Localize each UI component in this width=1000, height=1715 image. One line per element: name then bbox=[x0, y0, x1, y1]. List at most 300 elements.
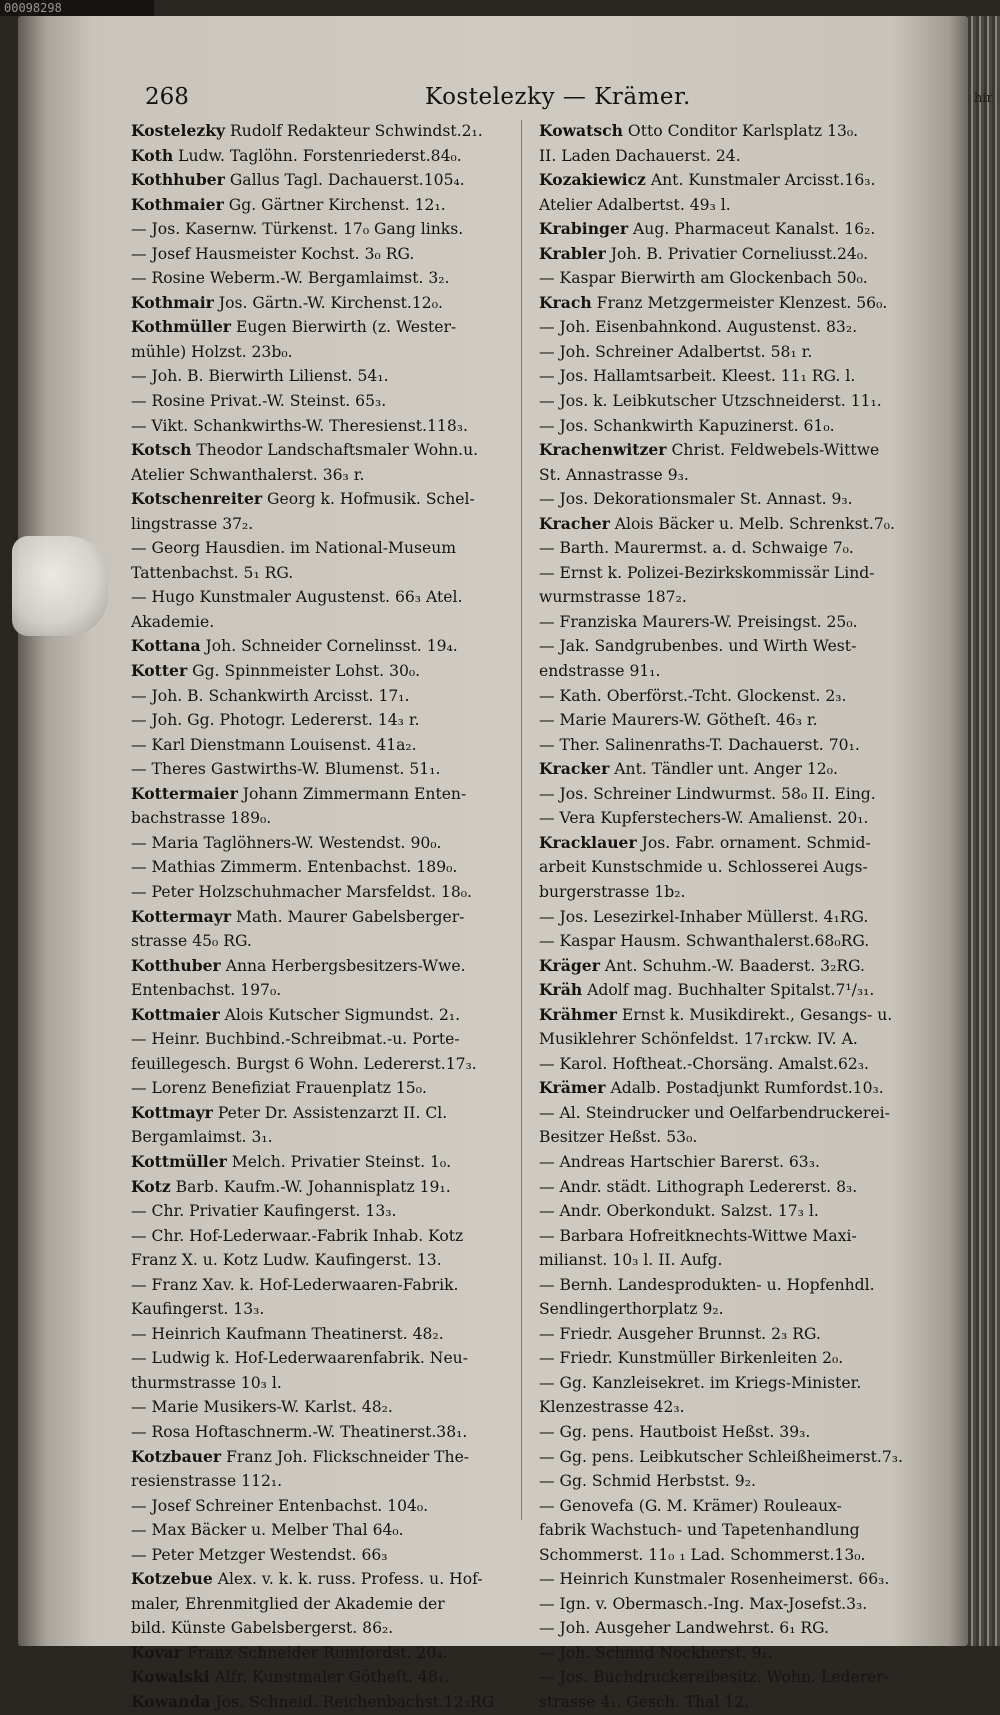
scan-id-label: 00098298 bbox=[0, 0, 154, 16]
directory-entry bbox=[539, 168, 914, 193]
adjacent-page-text: hir bbox=[974, 91, 993, 106]
entry-text: Gg. Spinnmeister Lohst. 30₀. bbox=[187, 662, 421, 681]
entry-text: thurmstrasse 10₃ l. bbox=[131, 1373, 282, 1392]
entry-text: Theodor Landschaftsmaler Wohn.u. bbox=[191, 441, 479, 460]
directory-entry bbox=[539, 1395, 914, 1420]
entry-text: — Heinrich Kunstmaler Rosenheimerst. 66₃. bbox=[539, 1570, 890, 1589]
entry-text: — Ign. v. Obermasch.-Ing. Max-Josefst.3₃. bbox=[539, 1594, 868, 1613]
directory-entry bbox=[131, 855, 506, 880]
page-header bbox=[145, 84, 935, 114]
entry-surname: Kothmüller bbox=[131, 317, 231, 337]
directory-entry bbox=[539, 634, 914, 659]
directory-entry bbox=[539, 1567, 914, 1592]
directory-entry bbox=[131, 389, 506, 414]
directory-entry bbox=[539, 1297, 914, 1322]
directory-entry bbox=[131, 1690, 506, 1715]
entry-text: — Joh. Eisenbahnkond. Augustenst. 83₂. bbox=[539, 318, 858, 337]
directory-entry bbox=[131, 708, 506, 733]
running-head: Kostelezky — Krämer. bbox=[425, 84, 691, 110]
entry-text: — Jos. Buchdruckereibesitz. Wohn. Lederer- bbox=[539, 1668, 890, 1687]
entry-text: maler, Ehrenmitglied der Akademie der bbox=[131, 1594, 445, 1613]
directory-entry bbox=[539, 831, 914, 856]
directory-entry bbox=[539, 954, 914, 979]
directory-entry bbox=[131, 1494, 506, 1519]
entry-text: Franz Schneider Rumfordst. 20₄. bbox=[182, 1643, 448, 1662]
directory-entry bbox=[131, 1101, 506, 1126]
entry-text: strasse 45₀ RG. bbox=[131, 932, 252, 951]
directory-entry bbox=[131, 585, 506, 610]
directory-entry bbox=[539, 1248, 914, 1273]
directory-entry bbox=[131, 659, 506, 684]
entry-surname: Kozakiewicz bbox=[539, 170, 646, 190]
entry-surname: Kotz bbox=[131, 1176, 171, 1196]
entry-text: bachstrasse 189₀. bbox=[131, 809, 272, 828]
entry-text: Johann Zimmermann Enten- bbox=[237, 784, 467, 803]
directory-entry bbox=[131, 1199, 506, 1224]
entry-text: — Barbara Hofreitknechts-Wittwe Maxi- bbox=[539, 1226, 857, 1245]
entry-text: — Karol. Hoftheat.-Chorsäng. Amalst.62₃. bbox=[539, 1054, 869, 1073]
entry-text: Atelier Schwanthalerst. 36₃ r. bbox=[131, 465, 365, 484]
directory-entry bbox=[539, 1003, 914, 1028]
directory-entry bbox=[131, 831, 506, 856]
entry-text: endstrasse 91₁. bbox=[539, 662, 661, 681]
directory-entry bbox=[131, 634, 506, 659]
entry-surname: Kräh bbox=[539, 980, 583, 1000]
directory-entry bbox=[131, 1322, 506, 1347]
entry-surname: Krabinger bbox=[539, 219, 629, 239]
entry-surname: Krach bbox=[539, 292, 592, 312]
entry-surname: Kotzbauer bbox=[131, 1446, 222, 1466]
entry-text: — Joh. B. Bierwirth Lilienst. 54₁. bbox=[131, 367, 389, 386]
directory-entry bbox=[539, 1101, 914, 1126]
entry-surname: Kothmair bbox=[131, 292, 214, 312]
directory-entry bbox=[131, 1445, 506, 1470]
entry-text: Alex. v. k. k. russ. Profess. u. Hof- bbox=[212, 1570, 483, 1589]
directory-entry bbox=[131, 168, 506, 193]
entry-text: fabrik Wachstuch- und Tapetenhandlung bbox=[539, 1521, 860, 1540]
directory-entry bbox=[131, 929, 506, 954]
page-clip bbox=[12, 536, 108, 636]
directory-entry bbox=[131, 1273, 506, 1298]
entry-text: Bergamlaimst. 3₁. bbox=[131, 1128, 273, 1147]
entry-text: burgerstrasse 1b₂. bbox=[539, 882, 686, 901]
directory-entry bbox=[539, 1322, 914, 1347]
page-number: 268 bbox=[145, 84, 189, 110]
entry-text: — Hugo Kunstmaler Augustenst. 66₃ Atel. bbox=[131, 588, 463, 607]
entry-text: mühle) Holzst. 23b₀. bbox=[131, 342, 293, 361]
entry-text: — Theres Gastwirths-W. Blumenst. 51₁. bbox=[131, 760, 441, 779]
entry-surname: Kowalski bbox=[131, 1667, 210, 1687]
entry-text: Jos. Gärtn.-W. Kirchenst.12₀. bbox=[213, 293, 443, 312]
directory-entry bbox=[131, 1567, 506, 1592]
directory-entry bbox=[539, 1125, 914, 1150]
entry-surname: Krabler bbox=[539, 243, 606, 263]
entry-surname: Kowanda bbox=[131, 1692, 211, 1711]
directory-entry bbox=[539, 782, 914, 807]
directory-entry bbox=[131, 561, 506, 586]
directory-entry bbox=[539, 1616, 914, 1641]
directory-entry bbox=[539, 1518, 914, 1543]
entry-text: — Gg. Kanzleisekret. im Kriegs-Minister. bbox=[539, 1373, 862, 1392]
directory-entry bbox=[131, 806, 506, 831]
directory-entry bbox=[131, 880, 506, 905]
entry-surname: Koth bbox=[131, 145, 174, 165]
entry-text: — Josef Hausmeister Kochst. 3₀ RG. bbox=[131, 244, 415, 263]
directory-entry bbox=[131, 1125, 506, 1150]
directory-entry bbox=[539, 266, 914, 291]
directory-entry bbox=[131, 1420, 506, 1445]
entry-surname: Kostelezky bbox=[131, 121, 226, 140]
entry-text: — Gg. pens. Hautboist Heßst. 39₃. bbox=[539, 1422, 811, 1441]
entry-text: Sendlingerthorplatz 9₂. bbox=[539, 1300, 724, 1319]
entry-text: Ant. Kunstmaler Arcisst.16₃. bbox=[645, 171, 876, 190]
directory-entry bbox=[539, 487, 914, 512]
entry-text: Rudolf Redakteur Schwindst.2₁. bbox=[225, 122, 483, 140]
directory-entry bbox=[539, 144, 914, 169]
entry-text: — Chr. Hof-Lederwaar.-Fabrik Inhab. Kotz bbox=[131, 1226, 464, 1245]
entry-text: — Friedr. Ausgeher Brunnst. 2₃ RG. bbox=[539, 1324, 821, 1343]
directory-entry bbox=[539, 659, 914, 684]
directory-entry bbox=[539, 1076, 914, 1101]
entry-surname: Kottmüller bbox=[131, 1151, 227, 1171]
entry-text: Akademie. bbox=[131, 612, 215, 631]
entry-text: — Vikt. Schankwirths-W. Theresienst.118₃. bbox=[131, 416, 468, 435]
entry-text: Alois Bäcker u. Melb. Schrenkst.7₀. bbox=[609, 514, 895, 533]
entry-surname: Kothmaier bbox=[131, 194, 224, 214]
entry-text: — Rosine Weberm.-W. Bergamlaimst. 3₂. bbox=[131, 269, 450, 288]
entry-text: — Heinrich Kaufmann Theatinerst. 48₂. bbox=[131, 1324, 444, 1343]
entry-surname: Krämer bbox=[539, 1078, 606, 1098]
directory-entry bbox=[131, 1224, 506, 1249]
entry-text: Gallus Tagl. Dachauerst.105₄. bbox=[224, 171, 465, 190]
directory-entry bbox=[539, 1224, 914, 1249]
entry-text: — Georg Hausdien. im National-Museum bbox=[131, 539, 457, 558]
entry-text: feuillegesch. Burgst 6 Wohn. Ledererst.17₃. bbox=[131, 1054, 477, 1073]
directory-entry bbox=[539, 512, 914, 537]
directory-entry bbox=[539, 708, 914, 733]
directory-entry bbox=[131, 1641, 506, 1666]
directory-entry bbox=[131, 733, 506, 758]
entry-text: — Peter Holzschuhmacher Marsfeldst. 18₀. bbox=[131, 882, 472, 901]
entry-text: — Joh. Schmid Nockherst. 9₁. bbox=[539, 1643, 773, 1662]
directory-entry bbox=[539, 438, 914, 463]
entry-text: wurmstrasse 187₂. bbox=[539, 588, 687, 607]
entry-text: — Kath. Oberförst.-Tcht. Glockenst. 2₃. bbox=[539, 686, 847, 705]
entry-text: Georg k. Hofmusik. Schel- bbox=[262, 490, 475, 509]
directory-entry bbox=[131, 315, 506, 340]
directory-entry bbox=[539, 340, 914, 365]
directory-entry bbox=[131, 536, 506, 561]
entry-surname: Kotter bbox=[131, 661, 188, 681]
entry-text: St. Annastrasse 9₃. bbox=[539, 465, 689, 484]
entry-text: Franz X. u. Kotz Ludw. Kaufingerst. 13. bbox=[131, 1251, 442, 1270]
directory-entry bbox=[539, 193, 914, 218]
entry-text: Peter Dr. Assistenzarzt II. Cl. bbox=[212, 1103, 448, 1122]
entry-text: Melch. Privatier Steinst. 1₀. bbox=[226, 1152, 452, 1171]
directory-entry bbox=[131, 119, 506, 144]
directory-entry bbox=[539, 1371, 914, 1396]
directory-entry bbox=[131, 1616, 506, 1641]
directory-entry bbox=[539, 610, 914, 635]
entry-surname: Kracker bbox=[539, 759, 610, 779]
entry-text: Ant. Schuhm.-W. Baaderst. 3₂RG. bbox=[599, 956, 865, 975]
entry-surname: Kothhuber bbox=[131, 170, 225, 190]
entry-text: Ant. Tändler unt. Anger 12₀. bbox=[609, 760, 838, 779]
directory-entry bbox=[539, 119, 914, 144]
directory-entry bbox=[131, 340, 506, 365]
directory-entry bbox=[539, 1175, 914, 1200]
directory-entry bbox=[539, 806, 914, 831]
entry-text: Barb. Kaufm.-W. Johannisplatz 19₁. bbox=[170, 1177, 451, 1196]
directory-entry bbox=[131, 782, 506, 807]
entry-surname: Kotthuber bbox=[131, 955, 221, 975]
entry-text: Ludw. Taglöhn. Forstenriederst.84₀. bbox=[173, 146, 462, 165]
entry-text: — Joh. B. Schankwirth Arcisst. 17₁. bbox=[131, 686, 410, 705]
entry-text: Alfr. Kunstmaler Götheſt. 48₁. bbox=[209, 1668, 449, 1687]
directory-entry bbox=[131, 610, 506, 635]
entry-text: II. Laden Dachauerst. 24. bbox=[539, 146, 741, 165]
directory-entry bbox=[539, 585, 914, 610]
entry-text: — Friedr. Kunstmüller Birkenleiten 2₀. bbox=[539, 1349, 844, 1368]
entry-text: Musiklehrer Schönfeldst. 17₁rckw. IV. A. bbox=[539, 1030, 858, 1049]
entry-text: — Lorenz Benefiziat Frauenplatz 15₀. bbox=[131, 1079, 427, 1098]
entry-surname: Kracher bbox=[539, 513, 610, 533]
entry-text: Jos. Schneid. Reichenbachst.12₃RG bbox=[210, 1693, 495, 1711]
entry-text: Gg. Gärtner Kirchenst. 12₁. bbox=[223, 195, 446, 214]
entry-surname: Kottermayr bbox=[131, 906, 232, 926]
directory-entry bbox=[539, 414, 914, 439]
entry-text: — Jos. Lesezirkel-Inhaber Müllerst. 4₁RG. bbox=[539, 907, 869, 926]
column-divider bbox=[521, 120, 522, 1520]
entry-text: — Kaspar Bierwirth am Glockenbach 50₀. bbox=[539, 269, 868, 288]
entry-text: Ernst k. Musikdirekt., Gesangs- u. bbox=[616, 1005, 893, 1024]
directory-entry bbox=[539, 1665, 914, 1690]
entry-text: Franz Joh. Flickschneider The- bbox=[221, 1447, 470, 1466]
directory-entry bbox=[539, 733, 914, 758]
entry-text: — Heinr. Buchbind.-Schreibmat.-u. Porte- bbox=[131, 1030, 460, 1049]
entry-text: bild. Künste Gabelsbergerst. 86₂. bbox=[131, 1619, 394, 1638]
entry-text: Joh. B. Privatier Corneliusst.24₀. bbox=[605, 244, 869, 263]
directory-entry bbox=[131, 291, 506, 316]
directory-entry bbox=[131, 1346, 506, 1371]
entry-text: — Marie Musikers-W. Karlst. 48₂. bbox=[131, 1398, 393, 1417]
entry-text: Franz Metzgermeister Klenzest. 56₀. bbox=[591, 293, 888, 312]
directory-entry bbox=[539, 929, 914, 954]
directory-entry bbox=[131, 1052, 506, 1077]
directory-entry bbox=[539, 1592, 914, 1617]
directory-entry bbox=[539, 880, 914, 905]
directory-entry bbox=[539, 1420, 914, 1445]
entry-text: Adalb. Postadjunkt Rumfordst.10₃. bbox=[605, 1079, 884, 1098]
entry-text: — Peter Metzger Westendst. 66₃ bbox=[131, 1545, 388, 1564]
directory-entry bbox=[131, 1076, 506, 1101]
entry-text: — Josef Schreiner Entenbachst. 104₀. bbox=[131, 1496, 429, 1515]
directory-entry bbox=[539, 364, 914, 389]
entry-text: milianst. 10₃ l. II. Aufg. bbox=[539, 1251, 723, 1270]
right-column bbox=[539, 119, 914, 1715]
directory-entry bbox=[131, 1469, 506, 1494]
entry-surname: Krähmer bbox=[539, 1004, 617, 1024]
entry-text: — Maria Taglöhners-W. Westendst. 90₀. bbox=[131, 833, 442, 852]
entry-text: Besitzer Heßst. 53₀. bbox=[539, 1128, 698, 1147]
directory-entry bbox=[539, 978, 914, 1003]
directory-entry bbox=[131, 217, 506, 242]
entry-text: — Max Bäcker u. Melber Thal 64₀. bbox=[131, 1521, 404, 1540]
entry-surname: Kowatsch bbox=[539, 121, 623, 140]
entry-surname: Kottermaier bbox=[131, 783, 238, 803]
directory-entry bbox=[539, 291, 914, 316]
entry-text: — Marie Maurers-W. Götheſt. 46₃ r. bbox=[539, 711, 818, 730]
entry-text: Eugen Bierwirth (z. Wester- bbox=[230, 318, 457, 337]
entry-text: — Joh. Ausgeher Landwehrst. 6₁ RG. bbox=[539, 1619, 830, 1638]
directory-entry bbox=[131, 1150, 506, 1175]
entry-text: — Jos. Kasernw. Türkenst. 17₀ Gang links. bbox=[131, 220, 464, 239]
directory-entry bbox=[539, 242, 914, 267]
directory-entry bbox=[539, 315, 914, 340]
directory-entry bbox=[131, 438, 506, 463]
entry-text: — Bernh. Landesprodukten- u. Hopfenhdl. bbox=[539, 1275, 875, 1294]
directory-entry bbox=[131, 364, 506, 389]
entry-text: — Vera Kupferstechers-W. Amalienst. 20₁. bbox=[539, 809, 869, 828]
entry-text: — Rosine Privat.-W. Steinst. 65₃. bbox=[131, 392, 387, 411]
entry-text: Schommerst. 11₀ ₁ Lad. Schommerst.13₀. bbox=[539, 1545, 866, 1564]
entry-surname: Kracklauer bbox=[539, 832, 637, 852]
entry-text: — Karl Dienstmann Louisenst. 41a₂. bbox=[131, 735, 417, 754]
entry-surname: Kotsch bbox=[131, 440, 192, 460]
directory-entry bbox=[539, 1052, 914, 1077]
directory-entry bbox=[131, 487, 506, 512]
directory-entry bbox=[131, 1518, 506, 1543]
entry-text: — Al. Steindrucker und Oelfarbendruckerei- bbox=[539, 1103, 890, 1122]
directory-entry bbox=[131, 684, 506, 709]
directory-entry bbox=[539, 757, 914, 782]
directory-entry bbox=[539, 389, 914, 414]
directory-entry bbox=[131, 954, 506, 979]
directory-entry bbox=[131, 1248, 506, 1273]
directory-entry bbox=[131, 1371, 506, 1396]
entry-surname: Krachenwitzer bbox=[539, 440, 667, 460]
entry-surname: Kräger bbox=[539, 955, 600, 975]
directory-entry bbox=[539, 1027, 914, 1052]
entry-text: — Andr. städt. Lithograph Ledererst. 8₃. bbox=[539, 1177, 858, 1196]
entry-text: Joh. Schneider Cornelinsst. 19₄. bbox=[200, 637, 458, 656]
directory-entry bbox=[539, 1199, 914, 1224]
directory-entry bbox=[539, 217, 914, 242]
directory-entry bbox=[131, 1592, 506, 1617]
adjacent-page-edge bbox=[968, 16, 1000, 1646]
entry-text: strasse 4₁. Gesch. Thal 12. bbox=[539, 1693, 750, 1711]
directory-entry bbox=[131, 1395, 506, 1420]
entry-surname: Kovar bbox=[131, 1642, 182, 1662]
entry-text: — Barth. Maurermst. a. d. Schwaige 7₀. bbox=[539, 539, 854, 558]
directory-entry bbox=[539, 561, 914, 586]
entry-text: Anna Herbergsbesitzers-Wwe. bbox=[220, 956, 466, 975]
entry-text: — Kaspar Hausm. Schwanthalerst.68₀RG. bbox=[539, 932, 870, 951]
entry-text: arbeit Kunstschmide u. Schlosserei Augs- bbox=[539, 858, 868, 877]
entry-text: — Ther. Salinenraths-T. Dachauerst. 70₁. bbox=[539, 735, 860, 754]
entry-text: — Jos. Dekorationsmaler St. Annast. 9₃. bbox=[539, 490, 853, 509]
entry-text: — Andr. Oberkondukt. Salzst. 17₃ l. bbox=[539, 1202, 819, 1221]
entry-text: — Chr. Privatier Kaufingerst. 13₃. bbox=[131, 1202, 397, 1221]
entry-surname: Kottmaier bbox=[131, 1004, 220, 1024]
directory-entry bbox=[131, 512, 506, 537]
entry-text: — Joh. Gg. Photogr. Ledererst. 14₃ r. bbox=[131, 711, 420, 730]
entry-surname: Kotschenreiter bbox=[131, 489, 263, 509]
entry-text: — Joh. Schreiner Adalbertst. 58₁ r. bbox=[539, 342, 813, 361]
entry-text: Kaufingerst. 13₃. bbox=[131, 1300, 265, 1319]
entry-text: Christ. Feldwebels-Wittwe bbox=[666, 441, 880, 460]
directory-entry bbox=[539, 1641, 914, 1666]
directory-entry bbox=[539, 1445, 914, 1470]
entry-text: — Jos. Schreiner Lindwurmst. 58₀ II. Eing. bbox=[539, 784, 876, 803]
entry-text: Tattenbachst. 5₁ RG. bbox=[131, 563, 294, 582]
directory-entry bbox=[539, 1469, 914, 1494]
entry-surname: Kotzebue bbox=[131, 1569, 213, 1589]
entry-text: resienstrasse 112₁. bbox=[131, 1472, 283, 1491]
entry-text: — Gg. pens. Leibkutscher Schleißheimerst.7₃. bbox=[539, 1447, 903, 1466]
directory-entry bbox=[131, 266, 506, 291]
directory-entry bbox=[131, 463, 506, 488]
directory-entry bbox=[131, 1543, 506, 1568]
directory-entry bbox=[539, 1273, 914, 1298]
directory-entry bbox=[131, 1027, 506, 1052]
entry-text: Alois Kutscher Sigmundst. 2₁. bbox=[219, 1005, 461, 1024]
entry-surname: Kottana bbox=[131, 636, 201, 656]
directory-entry bbox=[539, 1690, 914, 1715]
directory-entry bbox=[539, 463, 914, 488]
entry-text: — Genovefa (G. M. Krämer) Rouleaux- bbox=[539, 1496, 842, 1515]
directory-entry bbox=[131, 905, 506, 930]
directory-entry bbox=[131, 193, 506, 218]
entry-text: — Jak. Sandgrubenbes. und Wirth West- bbox=[539, 637, 857, 656]
directory-entry bbox=[131, 242, 506, 267]
entry-text: Klenzestrasse 42₃. bbox=[539, 1398, 685, 1417]
directory-entry bbox=[539, 905, 914, 930]
entry-text: — Jos. k. Leibkutscher Utzschneiderst. 11₁. bbox=[539, 392, 882, 411]
directory-entry bbox=[131, 1003, 506, 1028]
entry-text: Atelier Adalbertst. 49₃ l. bbox=[539, 195, 731, 214]
directory-entry bbox=[539, 855, 914, 880]
directory-entry bbox=[131, 144, 506, 169]
entry-text: Jos. Fabr. ornament. Schmid- bbox=[636, 833, 871, 852]
directory-entry bbox=[539, 1494, 914, 1519]
entry-text: Adolf mag. Buchhalter Spitalst.7¹/₃₁. bbox=[582, 981, 875, 1000]
entry-text: — Jos. Hallamtsarbeit. Kleest. 11₁ RG. l. bbox=[539, 367, 856, 386]
directory-entry bbox=[131, 978, 506, 1003]
directory-entry bbox=[131, 1665, 506, 1690]
directory-entry bbox=[539, 684, 914, 709]
entry-text: Math. Maurer Gabelsberger- bbox=[231, 907, 465, 926]
entry-text: lingstrasse 37₂. bbox=[131, 514, 254, 533]
directory-entry bbox=[131, 757, 506, 782]
entry-text: — Andreas Hartschier Barerst. 63₃. bbox=[539, 1152, 820, 1171]
directory-entry bbox=[539, 536, 914, 561]
entry-surname: Kottmayr bbox=[131, 1102, 213, 1122]
entry-text: Entenbachst. 197₀. bbox=[131, 981, 282, 1000]
entry-text: Otto Conditor Karlsplatz 13₀. bbox=[622, 122, 859, 140]
entry-text: — Mathias Zimmerm. Entenbachst. 189₀. bbox=[131, 858, 458, 877]
directory-entry bbox=[539, 1346, 914, 1371]
entry-text: — Jos. Schankwirth Kapuzinerst. 61₀. bbox=[539, 416, 835, 435]
entry-text: — Rosa Hoftaschnerm.-W. Theatinerst.38₁. bbox=[131, 1422, 468, 1441]
entry-text: Aug. Pharmaceut Kanalst. 16₂. bbox=[628, 220, 876, 239]
entry-text: — Gg. Schmid Herbstst. 9₂. bbox=[539, 1472, 756, 1491]
directory-entry bbox=[131, 1175, 506, 1200]
entry-text: — Ludwig k. Hof-Lederwaarenfabrik. Neu- bbox=[131, 1349, 468, 1368]
directory-entry bbox=[539, 1150, 914, 1175]
entry-text: — Franziska Maurers-W. Preisingst. 25₀. bbox=[539, 612, 858, 631]
entry-text: — Franz Xav. k. Hof-Lederwaaren-Fabrik. bbox=[131, 1275, 459, 1294]
